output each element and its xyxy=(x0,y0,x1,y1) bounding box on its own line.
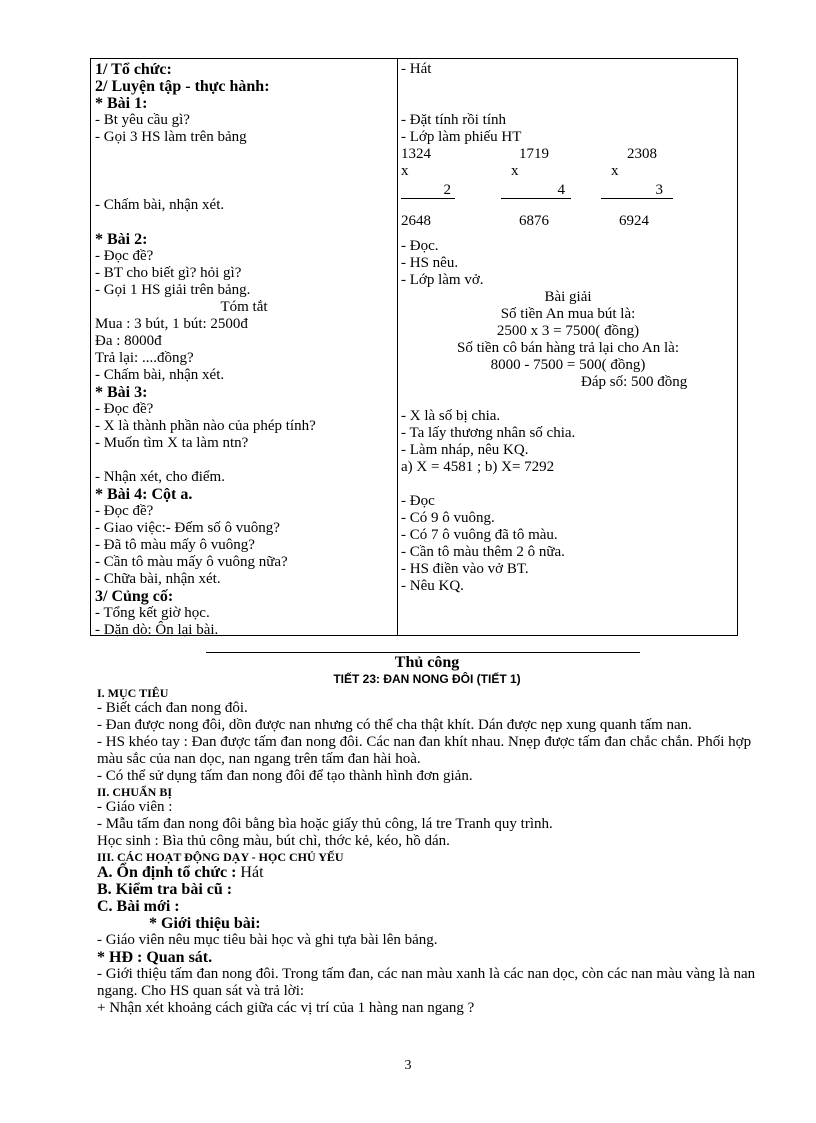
right-top-lines xyxy=(401,61,735,146)
mult-operand: 1324 xyxy=(401,146,431,162)
lesson-plan xyxy=(97,654,757,1017)
teacher-activities-column xyxy=(95,61,393,639)
table-line: - Lớp làm vở. xyxy=(401,272,484,288)
prep-line: Học sinh : Bìa thủ công màu, bút chì, thớc kẻ, kéo, hồ dán. xyxy=(97,833,450,849)
table-line: * Bài 3: xyxy=(95,384,148,401)
table-line: * Bài 2: xyxy=(95,231,148,248)
prep-line: - Giáo viên : xyxy=(97,799,173,815)
page-number: 3 xyxy=(404,1058,412,1073)
objective: - Đan được nong đôi, dồn được nan nhưng có thể cha thật khít. Dán được nẹp xung quanh tấm nan. xyxy=(97,717,692,733)
mult-sign: x xyxy=(511,163,519,179)
activity-question: + Nhận xét khoảng cách giữa các vị trí của 1 hàng nan ngang ? xyxy=(97,1000,475,1016)
table-line: - Đọc đề? xyxy=(95,248,154,264)
table-line: - Cần tô màu thêm 2 ô nữa. xyxy=(401,544,565,560)
table-line: a) X = 4581 ; b) X= 7292 xyxy=(401,459,555,475)
table-line xyxy=(401,476,735,493)
table-line: - Nhận xét, cho điểm. xyxy=(95,469,225,485)
objective: - Có thể sử dụng tấm đan nong đôi để tạo thành hình đơn giản. xyxy=(97,768,473,784)
step-b: B. Kiểm tra bài cũ : xyxy=(97,881,233,898)
table-line: * Bài 4: Cột a. xyxy=(95,486,193,503)
objective: - Biết cách đan nong đôi. xyxy=(97,700,248,716)
activity-heading: * HĐ : Quan sát. xyxy=(97,949,213,966)
column-divider xyxy=(397,59,398,635)
table-line: Đa : 8000đ xyxy=(95,333,162,349)
table-line: - Gọi 3 HS làm trên bảng xyxy=(95,129,247,145)
table-line: - Ta lấy thương nhân số chia. xyxy=(401,425,576,441)
table-line: - Tổng kết giờ học. xyxy=(95,605,210,621)
table-line: - Chấm bài, nhận xét. xyxy=(95,367,225,383)
table-line: 2500 x 3 = 7500( đồng) xyxy=(496,323,640,339)
section-heading: III. CÁC HOẠT ĐỘNG DẠY - HỌC CHỦ YẾU xyxy=(97,850,344,864)
step-c: C. Bài mới : xyxy=(97,898,180,915)
section-heading: II. CHUẨN BỊ xyxy=(97,785,173,799)
table-line xyxy=(95,163,393,180)
table-line: - Cần tô màu mấy ô vuông nữa? xyxy=(95,554,288,570)
mult-sign: x xyxy=(611,163,619,179)
lesson-subtitle: TIẾT 23: ĐAN NONG ĐÔI (TIẾT 1) xyxy=(333,672,521,686)
table-line: - Giao việc:- Đếm số ô vuông? xyxy=(95,520,280,536)
table-line: Đáp số: 500 đồng xyxy=(581,374,688,390)
right-bottom-lines xyxy=(401,238,735,595)
table-line: - Đã tô màu mấy ô vuông? xyxy=(95,537,255,553)
table-line: - Bt yêu cầu gì? xyxy=(95,112,190,128)
mult-multiplier: 2 xyxy=(401,182,455,199)
table-line: Số tiền An mua bút là: xyxy=(500,306,636,322)
student-activities-column xyxy=(401,61,735,595)
lesson-table xyxy=(90,58,738,636)
table-line: 1/ Tổ chức: xyxy=(95,61,172,78)
prep-line: - Mẫu tấm đan nong đôi bằng bìa hoặc giấy thủ công, lá tre Tranh quy trình. xyxy=(97,816,553,832)
mult-operand: 1719 xyxy=(519,146,549,162)
table-line: - Có 9 ô vuông. xyxy=(401,510,495,526)
table-line: Trả lại: ....đồng? xyxy=(95,350,194,366)
section-heading: I. MỤC TIÊU xyxy=(97,686,169,700)
table-line: Bài giải xyxy=(544,289,592,305)
table-line: - Đặt tính rồi tính xyxy=(401,112,506,128)
mult-row-multipliers xyxy=(401,182,735,199)
table-line: - Dặn dò: Ôn lại bài. xyxy=(95,622,219,638)
mult-result: 2648 xyxy=(401,213,431,229)
table-line: - BT cho biết gì? hỏi gì? xyxy=(95,265,242,281)
table-line: - Đọc xyxy=(401,493,435,509)
table-line: - HS nêu. xyxy=(401,255,459,271)
mult-result: 6876 xyxy=(519,213,549,229)
step-a xyxy=(97,864,757,881)
table-line: - X là số bị chia. xyxy=(401,408,501,424)
table-line xyxy=(95,180,393,197)
table-line: - Hát xyxy=(401,61,432,77)
table-line: - Muốn tìm X ta làm ntn? xyxy=(95,435,249,451)
table-line: - Làm nháp, nêu KQ. xyxy=(401,442,529,458)
table-line: - Gọi 1 HS giải trên bảng. xyxy=(95,282,251,298)
table-line xyxy=(95,146,393,163)
lesson-title: Thủ công xyxy=(394,654,460,671)
table-line xyxy=(401,391,735,408)
mult-row-signs xyxy=(401,163,735,180)
table-line xyxy=(95,214,393,231)
table-line: 8000 - 7500 = 500( đồng) xyxy=(490,357,646,373)
table-line xyxy=(401,78,735,95)
mult-row-operands xyxy=(401,146,735,163)
table-line: - Đọc đề? xyxy=(95,503,154,519)
intro-text: - Giáo viên nêu mục tiêu bài học và ghi tựa bài lên bảng. xyxy=(97,932,438,948)
table-line: - Lớp làm phiếu HT xyxy=(401,129,522,145)
table-line: - HS điền vào vở BT. xyxy=(401,561,529,577)
mult-operand: 2308 xyxy=(627,146,657,162)
table-line: 3/ Củng cố: xyxy=(95,588,174,605)
table-line: - Đọc đề? xyxy=(95,401,154,417)
table-line: - Nêu KQ. xyxy=(401,578,464,594)
mult-row-results xyxy=(401,213,735,230)
table-line: - Chấm bài, nhận xét. xyxy=(95,197,225,213)
table-line: Tóm tắt xyxy=(220,299,268,315)
step-a-value: Hát xyxy=(240,864,264,881)
intro-heading: * Giới thiệu bài: xyxy=(149,915,261,932)
table-line: Mua : 3 bút, 1 bút: 2500đ xyxy=(95,316,248,332)
mult-multiplier: 3 xyxy=(601,182,673,199)
table-line: * Bài 1: xyxy=(95,95,148,112)
table-line xyxy=(401,95,735,112)
table-line: - X là thành phần nào của phép tính? xyxy=(95,418,316,434)
step-a-label: A. Ổn định tổ chức : xyxy=(97,864,237,881)
mult-result: 6924 xyxy=(619,213,649,229)
table-line: Số tiền cô bán hàng trả lại cho An là: xyxy=(456,340,680,356)
activity-text: - Giới thiệu tấm đan nong đôi. Trong tấm đan, các nan màu xanh là các nan dọc, còn các nan màu vàng là nan ngang. Cho HS quan sát và trả lời: xyxy=(97,966,756,999)
section-divider xyxy=(206,652,640,653)
mult-multiplier: 4 xyxy=(501,182,571,199)
table-line xyxy=(95,452,393,469)
table-line: 2/ Luyện tập - thực hành: xyxy=(95,78,270,95)
objective: - HS khéo tay : Đan được tấm đan nong đôi. Các nan đan khít nhau. Nnẹp được tấm đan chắc chắn. Phối hợp màu sắc của nan dọc, nan ngang trên tấm đan hài hoà. xyxy=(97,734,752,767)
table-line: - Đọc. xyxy=(401,238,439,254)
table-line: - Có 7 ô vuông đã tô màu. xyxy=(401,527,558,543)
mult-sign: x xyxy=(401,163,409,179)
table-line: - Chữa bài, nhận xét. xyxy=(95,571,221,587)
